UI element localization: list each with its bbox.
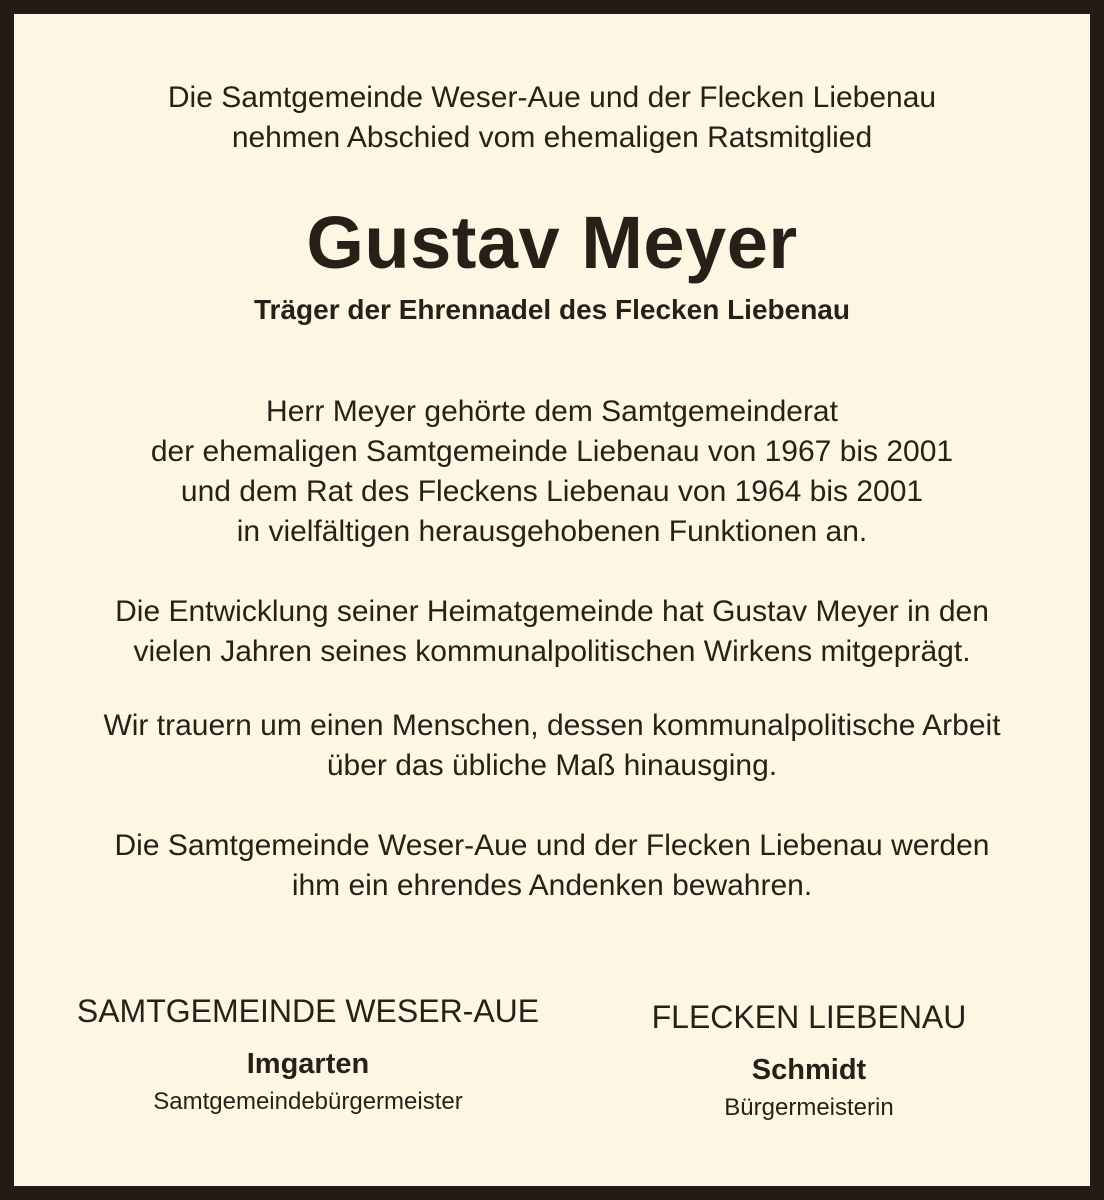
paragraph-line: der ehemaligen Samtgemeinde Liebenau von 1967 bis 2001 — [150, 435, 954, 468]
paragraph-line: Die Samtgemeinde Weser-Aue und der Flecken Liebenau werden — [114, 829, 990, 862]
paragraph-line: Die Entwicklung seiner Heimatgemeinde hat Gustav Meyer in den — [115, 595, 989, 628]
signature-name: Schmidt — [751, 1054, 867, 1086]
paragraph-line: Herr Meyer gehörte dem Samtgemeinderat — [266, 395, 838, 428]
paragraph-line: über das übliche Maß hinausging. — [326, 749, 778, 782]
paragraph-line: vielen Jahren seines kommunalpolitischen Wirkens mitgeprägt. — [133, 635, 971, 668]
paragraph-line: in vielfältigen herausgehobenen Funktionen an. — [236, 515, 868, 548]
signature-title: Samtgemeindebürgermeister — [153, 1088, 463, 1115]
signature-weser-aue — [14, 990, 602, 1118]
paragraph-line: Wir trauern um einen Menschen, dessen kommunalpolitische Arbeit — [103, 709, 1001, 742]
signature-title: Bürgermeisterin — [724, 1094, 894, 1121]
deceased-name: Gustav Meyer — [306, 201, 798, 284]
paragraph-development — [14, 592, 1090, 672]
paragraph-line: und dem Rat des Fleckens Liebenau von 1964 bis 2001 — [180, 475, 924, 508]
intro-line: Die Samtgemeinde Weser-Aue und der Flecken Liebenau — [167, 81, 937, 114]
intro-text — [14, 78, 1090, 158]
honor-line: Träger der Ehrennadel des Flecken Liebenau — [254, 294, 850, 325]
paragraph-service — [14, 392, 1090, 552]
obituary-notice — [14, 14, 1090, 1186]
signature-organization: FLECKEN LIEBENAU — [651, 999, 967, 1035]
signature-organization: SAMTGEMEINDE WESER-AUE — [76, 993, 540, 1029]
signature-liebenau — [574, 996, 1044, 1124]
signature-name: Imgarten — [246, 1048, 370, 1080]
paragraph-mourning — [14, 706, 1090, 786]
paragraph-line: ihm ein ehrendes Andenken bewahren. — [291, 869, 813, 902]
paragraph-remembrance — [14, 826, 1090, 906]
intro-line: nehmen Abschied vom ehemaligen Ratsmitglied — [231, 121, 873, 154]
